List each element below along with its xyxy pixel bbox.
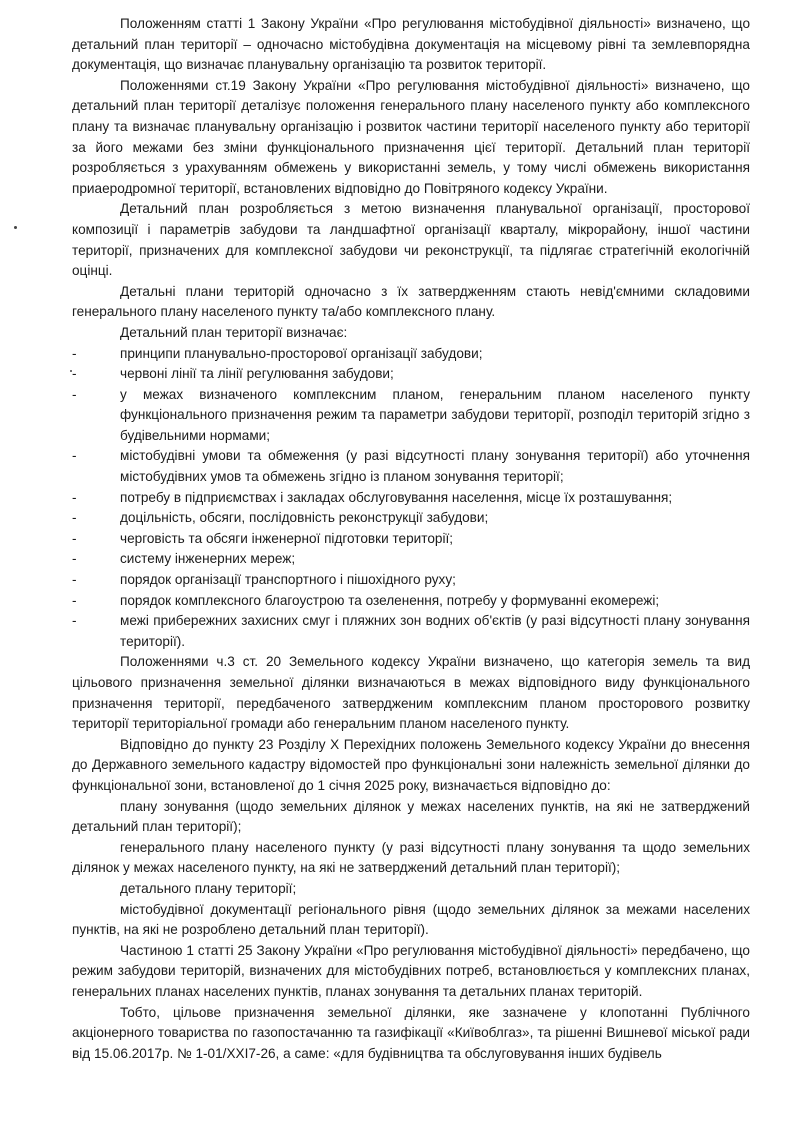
- list-dash: -: [72, 489, 77, 505]
- list-item: - потребу в підприємствах і закладах обслуговування населення, місце їх розташування;: [72, 488, 750, 509]
- list-dash: -: [72, 592, 77, 608]
- list-dash: -: [72, 345, 77, 361]
- list-item: - порядок організації транспортного і пішохідного руху;: [72, 570, 750, 591]
- list-item: - доцільність, обсяги, послідовність реконструкції забудови;: [72, 508, 750, 529]
- paragraph-law-art19: Положеннями ст.19 Закону України «Про регулювання містобудівної діяльності» визначено, що детальний план території деталізує положення генерального плану населеного пункту або комплексного плану та визначає планувальну організацію і розвиток частини території населеного пункту або території за його межами без зміни функціонального призначення цієї території. Детальний план території розробляється з урахуванням обмежень у використанні земель, у тому числі обмежень використання приаеродромної території, встановлених відповідно до Повітряного кодексу України.: [72, 77, 750, 196]
- scan-speck: [14, 226, 17, 229]
- list-dash: -: [72, 551, 77, 567]
- list-dash: -: [72, 613, 77, 629]
- scan-speck: [70, 370, 72, 372]
- list-dash: -: [72, 510, 77, 526]
- list-dash: -: [72, 530, 77, 546]
- list-item: - черговість та обсяги інженерної підготовки території;: [72, 529, 750, 550]
- list-item: - систему інженерних мереж;: [72, 549, 750, 570]
- paragraph-conclusion: Тобто, цільове призначення земельної ділянки, яке зазначене у клопотанні Публічного акціонерного товариства по газопостачанню та газифікації «Київоблгаз», та рішенні Вишневої міської ради від 15.06.2017р. № 1-01/XXI7-26, а саме: «для будівництва та обслуговування інших будівель: [72, 1004, 750, 1061]
- detail-plan-list: [72, 344, 750, 653]
- paragraph-list-intro: Детальний план території визначає:: [120, 324, 348, 340]
- list-dash: -: [72, 448, 77, 464]
- paragraph-law-art25: Частиною 1 статті 25 Закону України «Про регулювання містобудівної діяльності» передбачено, що режим забудови територій, визначених для містобудівних потреб, встановлюється у комплексних планах, генеральних планах населених пунктів, планах зонування та детальних планах територій.: [72, 942, 750, 999]
- paragraph-general-plan: генерального плану населеного пункту (у разі відсутності плану зонування та щодо земельних ділянок у межах населеного пункту, на які не затверджений детальний план території);: [72, 839, 750, 876]
- list-item: - у межах визначеного комплексним планом, генеральним планом населеного пункту функціонального призначення режим та параметри забудови території, розподіл територій згідно з будівельними нормами;: [72, 386, 750, 443]
- list-dash: -: [72, 386, 77, 402]
- paragraph-detail-plan-purpose: Детальний план розробляється з метою визначення планувальної організації, просторової композиції і параметрів забудови та ландшафтної організації кварталу, мікрорайону, іншої частини території, призначених для комплексної забудови чи реконструкції, та підлягає стратегічній екологічній оцінці.: [72, 201, 750, 279]
- list-item: - межі прибережних захисних смуг і пляжних зон водних об'єктів (у разі відсутності плану зонування території).: [72, 613, 750, 649]
- paragraph-regional-docs: містобудівної документації регіонального рівня (щодо земельних ділянок за межами населених пунктів, на які не розроблено детальний план території).: [72, 901, 750, 938]
- paragraph-detail-plan-approval: Детальні плани територій одночасно з їх затвердженням стають невід'ємними складовими генерального плану населеного пункту та/або комплексного плану.: [72, 283, 750, 320]
- paragraph-law-art1: Положенням статті 1 Закону України «Про регулювання містобудівної діяльності» визначено, що детальний план території – одночасно містобудівна документація на місцевому рівні та землевпорядна документація, що визначає планувальну організацію та розвиток території.: [72, 16, 750, 73]
- list-dash: -: [72, 572, 77, 588]
- list-item: - червоні лінії та лінії регулювання забудови;: [72, 364, 750, 385]
- list-item: - містобудівні умови та обмеження (у разі відсутності плану зонування території) або уточнення містобудівних умов та обмежень згідно із планом зонування території;: [72, 448, 750, 485]
- paragraph-transitional-provisions: Відповідно до пункту 23 Розділу X Перехідних положень Земельного кодексу України до внесення до Державного земельного кадастру відомостей про функціональні зони належність земельної ділянки до функціональної зони, встановленої до 1 січня 2025 року, визначається відповідно до:: [72, 736, 750, 793]
- list-item: - порядок комплексного благоустрою та озеленення, потребу у формуванні екомережі;: [72, 591, 750, 612]
- paragraph-land-code-art20: Положеннями ч.3 ст. 20 Земельного кодексу України визначено, що категорія земель та вид цільового призначення земельної ділянки визначаються в межах відповідного виду функціонального призначення території, передбаченого затвердженим комплексним планом просторового розвитку території територіальної громади або генеральним планом населеного пункту.: [72, 654, 750, 732]
- list-dash: -: [72, 366, 77, 382]
- paragraph-zoning-plan: плану зонування (щодо земельних ділянок у межах населених пунктів, на які не затверджений детальний план території);: [72, 798, 750, 835]
- document-page: [72, 14, 750, 1064]
- list-item: - принципи планувально-просторової організації забудови;: [72, 344, 750, 365]
- paragraph-detail-plan: детального плану території;: [120, 880, 297, 896]
